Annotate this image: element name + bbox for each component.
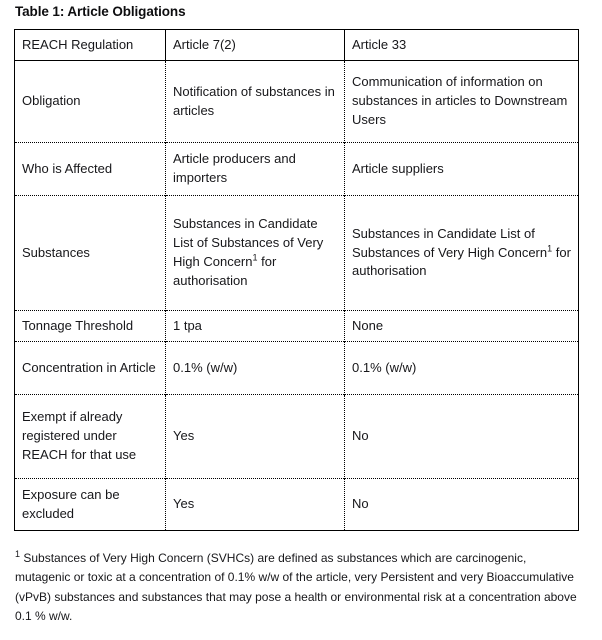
- cell-affected-article7: Article producers and importers: [166, 143, 345, 196]
- cell-substances-article33: [345, 196, 579, 311]
- footnote-number: 1: [15, 549, 21, 559]
- footnote: [15, 549, 579, 627]
- cell-concentration-article7: 0.1% (w/w): [166, 342, 345, 395]
- cell-substances-article7-text: Substances in Candidate List of Substances of Very High Concern: [173, 216, 324, 269]
- cell-substances-article7: [166, 196, 345, 311]
- row-label-substances: Substances: [15, 196, 166, 311]
- column-header-article-33: Article 33: [345, 30, 579, 61]
- cell-substances-article33-text: Substances in Candidate List of Substances of Very High Concern: [352, 225, 548, 260]
- cell-exempt-article33: No: [345, 395, 579, 479]
- table-row: [15, 61, 579, 143]
- column-header-article-7-2: Article 7(2): [166, 30, 345, 61]
- cell-substances-article7-suffix: for authorisation: [173, 254, 277, 288]
- cell-exposure-article7: Yes: [166, 479, 345, 531]
- row-label-exposure-excluded: Exposure can be excluded: [15, 479, 166, 531]
- cell-substances-article33-suffix: for authorisation: [352, 244, 571, 279]
- article-obligations-table: [14, 29, 579, 531]
- row-label-tonnage-threshold: Tonnage Threshold: [15, 311, 166, 342]
- column-header-reach-regulation: REACH Regulation: [15, 30, 166, 61]
- table-row: [15, 342, 579, 395]
- cell-exposure-article33: No: [345, 479, 579, 531]
- footnote-text: Substances of Very High Concern (SVHCs) are defined as substances which are carcinogenic, mutagenic or toxic at a concentration of 0.1% w/w of the article, very Persistent and very Bioaccumulative (vPvB) substances and substances that may pose a health or environmental risk at a concentration above 0.1 % w/w.: [15, 551, 577, 624]
- table-row: [15, 479, 579, 531]
- footnote-marker-article33: 1: [547, 243, 553, 254]
- row-label-obligation: Obligation: [15, 61, 166, 143]
- table-body: [15, 61, 579, 531]
- table-caption: Table 1: Article Obligations: [15, 4, 186, 19]
- row-label-exempt-if-registered: Exempt if already registered under REACH for that use: [15, 395, 166, 479]
- footnote-marker-article7: 1: [252, 252, 258, 263]
- table-row: [15, 395, 579, 479]
- cell-obligation-article33: Communication of information on substances in articles to Downstream Users: [345, 61, 579, 143]
- row-label-who-is-affected: Who is Affected: [15, 143, 166, 196]
- table-row: [15, 311, 579, 342]
- table-row: [15, 196, 579, 311]
- table-header-row: [15, 30, 579, 61]
- cell-exempt-article7: Yes: [166, 395, 345, 479]
- cell-obligation-article7: Notification of substances in articles: [166, 61, 345, 143]
- table-row: [15, 143, 579, 196]
- cell-tonnage-article7: 1 tpa: [166, 311, 345, 342]
- cell-concentration-article33: 0.1% (w/w): [345, 342, 579, 395]
- table-container: [14, 29, 578, 531]
- cell-affected-article33: Article suppliers: [345, 143, 579, 196]
- row-label-concentration-in-article: Concentration in Article: [15, 342, 166, 395]
- cell-tonnage-article33: None: [345, 311, 579, 342]
- table-header: [15, 30, 579, 61]
